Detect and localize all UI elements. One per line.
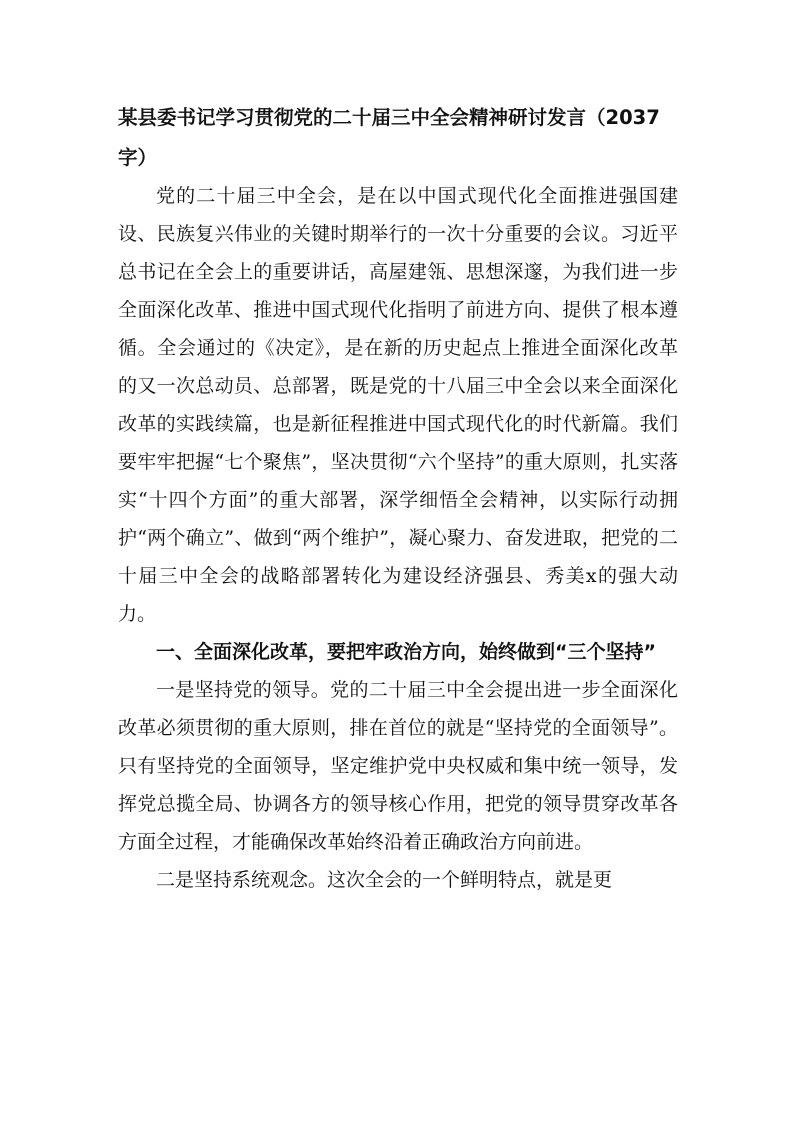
section-paragraph-2: 二是坚持系统观念。这次全会的一个鲜明特点，就是更: [156, 869, 613, 891]
section-heading: 一、全面深化改革，要把牢政治方向，始终做到“三个坚持”: [156, 641, 656, 663]
section-paragraph-1: 一是坚持党的领导。党的二十届三中全会提出进一步全面深化改革必须贯彻的重大原则，排在首位的就是“坚持党的全面领导”。只有坚持党的全面领导，坚定维护党中央权威和集中统一领导，发挥党总揽全局、协调各方的领导核心作用，把党的领导贯穿改革各方面全过程，才能确保改革始终沿着正确政治方向前进。: [118, 679, 678, 853]
document-body: [118, 98, 678, 899]
intro-paragraph: 党的二十届三中全会，是在以中国式现代化全面推进强国建设、民族复兴伟业的关键时期举行的一次十分重要的会议。习近平总书记在全会上的重要讲话，高屋建瓴、思想深邃，为我们进一步全面深化改革、推进中国式现代化指明了前进方向、提供了根本遵循。全会通过的《决定》，是在新的历史起点上推进全面深化改革的又一次总动员、总部署，既是党的十八届三中全会以来全面深化改革的实践续篇，也是新征程推进中国式现代化的时代新篇。我们要牢牢把握“七个聚焦”，坚决贯彻“六个坚持”的重大原则，扎实落实“十四个方面”的重大部署，深学细悟全会精神，以实际行动拥护“两个确立”、做到“两个维护”，凝心聚力、奋发进取，把党的二十届三中全会的战略部署转化为建设经济强县、秀美x的强大动力。: [118, 185, 678, 625]
document-title: 某县委书记学习贯彻党的二十届三中全会精神研讨发言（2037字）: [118, 106, 660, 169]
